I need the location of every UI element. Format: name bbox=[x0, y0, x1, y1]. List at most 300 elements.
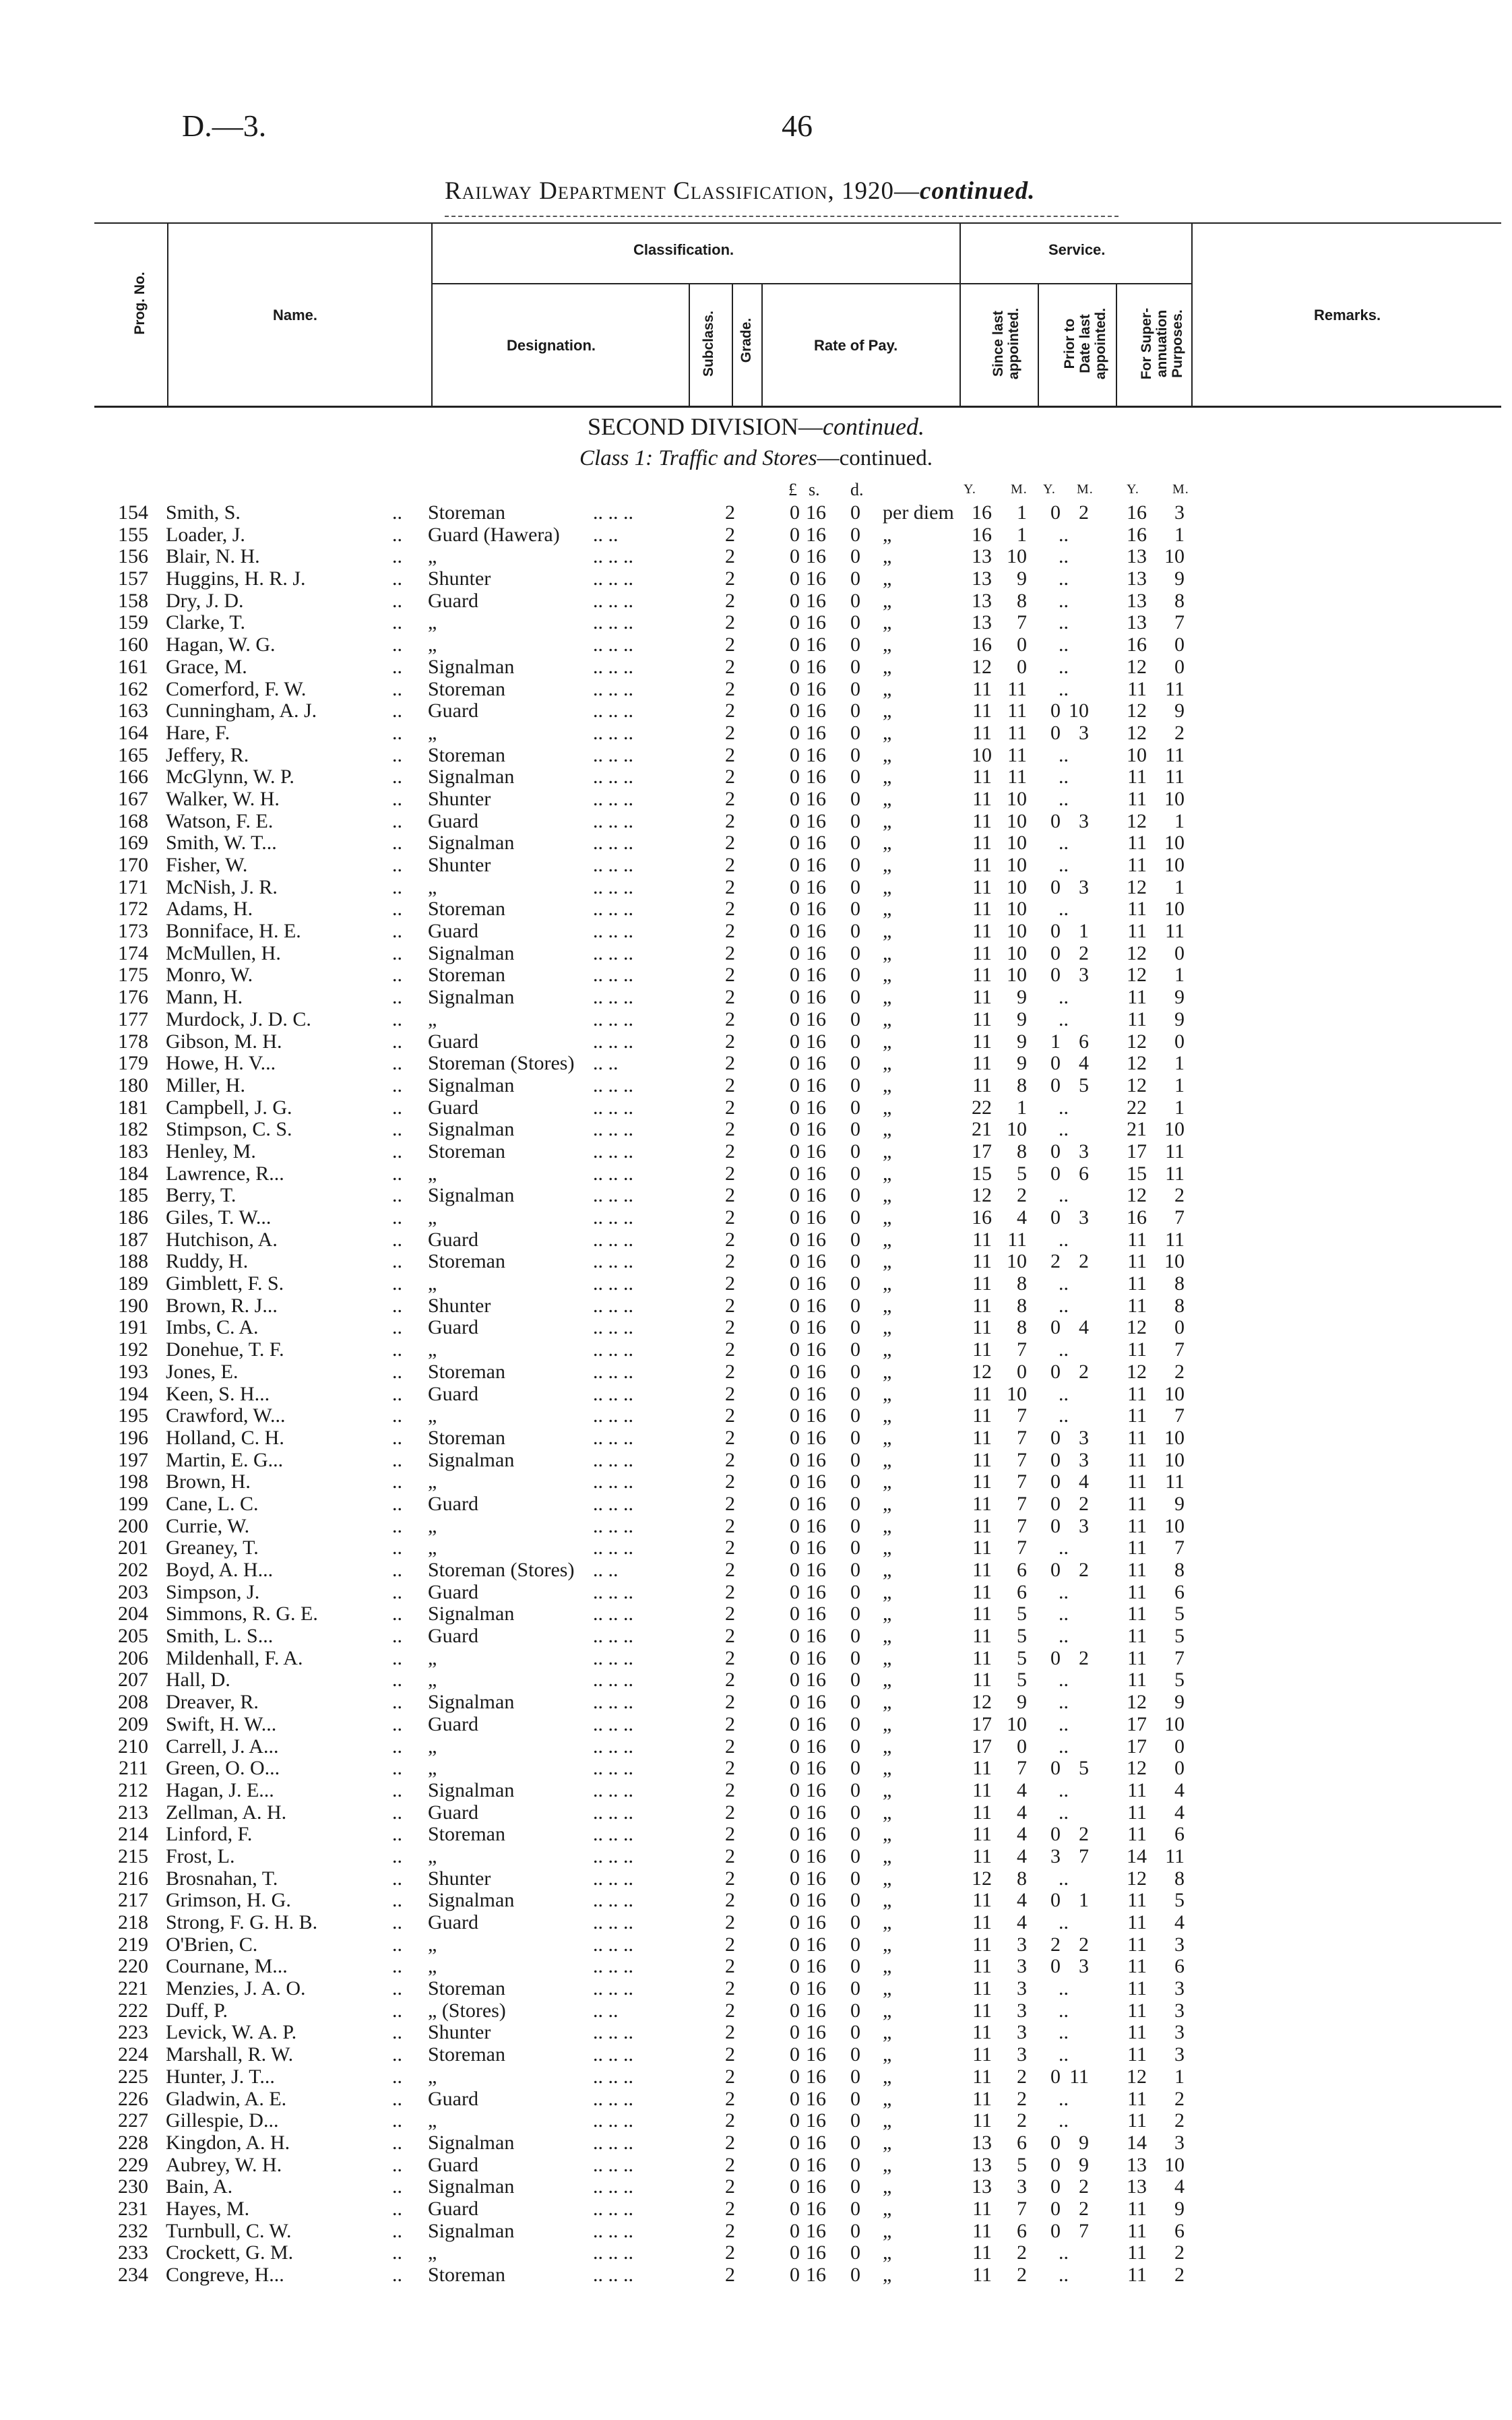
cell-y2: 2 bbox=[1050, 1250, 1061, 1273]
cell-unit: „ bbox=[883, 2109, 892, 2132]
cell-m3: 10 bbox=[1164, 854, 1185, 876]
cell-y2: 0 bbox=[1050, 809, 1061, 832]
cell-no: 195 bbox=[118, 1404, 148, 1427]
cell-y1: 21 bbox=[972, 1118, 992, 1141]
table-row bbox=[0, 1802, 1512, 1824]
cell-name: Currie, W. bbox=[166, 1514, 250, 1537]
cell-y1: 13 bbox=[972, 589, 992, 612]
cell-g: 2 bbox=[725, 2153, 735, 2176]
cell-g: 2 bbox=[725, 611, 735, 634]
cell-d1: .. bbox=[392, 1074, 402, 1096]
cell-name: Gibson, M. H. bbox=[166, 1030, 282, 1053]
cell-g: 2 bbox=[725, 1184, 735, 1207]
cell-g: 2 bbox=[725, 854, 735, 876]
cell-dots: .. .. .. bbox=[593, 1030, 633, 1053]
cell-m3: 10 bbox=[1164, 1382, 1185, 1405]
cell-unit: „ bbox=[883, 1052, 892, 1075]
cell-m1: 3 bbox=[1017, 1955, 1027, 1978]
cell-unit: „ bbox=[883, 1867, 892, 1890]
cell-no: 205 bbox=[118, 1625, 148, 1648]
cell-dots: .. .. .. bbox=[593, 2153, 633, 2176]
cell-d1: .. bbox=[392, 1559, 402, 1581]
cell-y1: 17 bbox=[972, 1140, 992, 1162]
cell-y3: 11 bbox=[1127, 1470, 1147, 1493]
cell-m2: 6 bbox=[1079, 1162, 1089, 1185]
cell-name: Crawford, W... bbox=[166, 1404, 286, 1427]
cell-unit: „ bbox=[883, 2153, 892, 2176]
cell-s: 16 bbox=[806, 1712, 826, 1735]
cell-m1: 4 bbox=[1017, 1844, 1027, 1867]
cell-no: 184 bbox=[118, 1162, 148, 1185]
cell-des: Signalman bbox=[428, 941, 515, 964]
cell-y3: 11 bbox=[1127, 2241, 1147, 2264]
cell-unit: „ bbox=[883, 655, 892, 678]
cell-y3: 13 bbox=[1127, 2175, 1147, 2198]
cell-y2: 0 bbox=[1050, 920, 1061, 943]
cell-pound: 0 bbox=[790, 898, 800, 921]
cell-des: Storeman (Stores) bbox=[428, 1052, 575, 1075]
cell-unit: per diem bbox=[883, 501, 954, 524]
cell-d1: .. bbox=[392, 1007, 402, 1030]
cell-pound: 0 bbox=[790, 920, 800, 943]
cell-dots: .. .. .. bbox=[593, 2219, 633, 2242]
cell-y1: 11 bbox=[972, 1426, 992, 1449]
cell-y3: 11 bbox=[1127, 1823, 1147, 1846]
cell-name: Donehue, T. F. bbox=[166, 1338, 284, 1361]
cell-m1: 11 bbox=[1007, 1228, 1027, 1251]
cell-y2: 0 bbox=[1050, 1448, 1061, 1471]
cell-no: 197 bbox=[118, 1448, 148, 1471]
cell-m1: 10 bbox=[1007, 854, 1027, 876]
cell-s: 16 bbox=[806, 1316, 826, 1339]
cell-m1: 0 bbox=[1017, 633, 1027, 656]
cell-y3: 13 bbox=[1127, 545, 1147, 568]
cell-s: 16 bbox=[806, 2153, 826, 2176]
cell-pound: 0 bbox=[790, 743, 800, 766]
cell-m1: 8 bbox=[1017, 589, 1027, 612]
cell-d: 0 bbox=[850, 2043, 860, 2066]
cell-dots: .. .. .. bbox=[593, 1074, 633, 1096]
cell-g: 2 bbox=[725, 766, 735, 788]
cell-m3: 7 bbox=[1174, 611, 1185, 634]
cell-pound: 0 bbox=[790, 1404, 800, 1427]
cell-no: 165 bbox=[118, 743, 148, 766]
cell-y2: .. bbox=[1059, 1603, 1069, 1625]
cell-m3: 8 bbox=[1174, 589, 1185, 612]
cell-des: Signalman bbox=[428, 1778, 515, 1801]
cell-pound: 0 bbox=[790, 1206, 800, 1229]
cell-y1: 11 bbox=[972, 854, 992, 876]
cell-g: 2 bbox=[725, 1514, 735, 1537]
cell-d: 0 bbox=[850, 589, 860, 612]
cell-dots: .. .. .. bbox=[593, 721, 633, 744]
table-row bbox=[0, 1207, 1512, 1229]
cell-y1: 11 bbox=[972, 898, 992, 921]
cell-pound: 0 bbox=[790, 964, 800, 987]
cell-y2: 0 bbox=[1050, 700, 1061, 722]
divider-subclass bbox=[732, 283, 733, 406]
cell-des: Storeman bbox=[428, 1140, 505, 1162]
cell-des: Storeman bbox=[428, 1823, 505, 1846]
cell-s: 16 bbox=[806, 2175, 826, 2198]
cell-des: Signalman bbox=[428, 2131, 515, 2154]
cell-g: 2 bbox=[725, 1691, 735, 1714]
cell-des: Guard bbox=[428, 920, 478, 943]
cell-s: 16 bbox=[806, 1294, 826, 1317]
cell-m1: 4 bbox=[1017, 1911, 1027, 1933]
cell-y2: .. bbox=[1059, 2043, 1069, 2066]
cell-m3: 9 bbox=[1174, 2197, 1185, 2220]
cell-d: 0 bbox=[850, 1228, 860, 1251]
cell-no: 231 bbox=[118, 2197, 148, 2220]
cell-y2: .. bbox=[1059, 523, 1069, 546]
table-row bbox=[0, 1824, 1512, 1846]
cell-d: 0 bbox=[850, 1338, 860, 1361]
cell-pound: 0 bbox=[790, 1162, 800, 1185]
cell-m2: 4 bbox=[1079, 1470, 1089, 1493]
cell-pound: 0 bbox=[790, 1382, 800, 1405]
cell-y1: 11 bbox=[972, 1537, 992, 1559]
table-row bbox=[0, 1714, 1512, 1736]
cell-no: 209 bbox=[118, 1712, 148, 1735]
cell-dots: .. .. .. bbox=[593, 2021, 633, 2044]
cell-d1: .. bbox=[392, 1404, 402, 1427]
cell-d: 0 bbox=[850, 2021, 860, 2044]
cell-m3: 4 bbox=[1174, 2175, 1185, 2198]
cell-y3: 11 bbox=[1127, 1603, 1147, 1625]
table-row bbox=[0, 1956, 1512, 1978]
cell-y2: 0 bbox=[1050, 964, 1061, 987]
cell-d: 0 bbox=[850, 1052, 860, 1075]
cell-des: Signalman bbox=[428, 655, 515, 678]
cell-m1: 7 bbox=[1017, 1537, 1027, 1559]
cell-name: Monro, W. bbox=[166, 964, 253, 987]
cell-g: 2 bbox=[725, 2043, 735, 2066]
cell-y1: 11 bbox=[972, 1646, 992, 1669]
cell-des: „ bbox=[428, 1206, 437, 1229]
table-row bbox=[0, 1384, 1512, 1406]
cell-y2: 0 bbox=[1050, 2175, 1061, 2198]
cell-name: Hagan, W. G. bbox=[166, 633, 276, 656]
cell-y3: 11 bbox=[1127, 2109, 1147, 2132]
cell-dots: .. .. .. bbox=[593, 1514, 633, 1537]
cell-m1: 1 bbox=[1017, 501, 1027, 524]
cell-m2: 2 bbox=[1079, 2197, 1089, 2220]
cell-dots: .. .. .. bbox=[593, 1492, 633, 1515]
cell-des: „ bbox=[428, 1844, 437, 1867]
cell-d: 0 bbox=[850, 611, 860, 634]
cell-d1: .. bbox=[392, 2175, 402, 2198]
cell-d: 0 bbox=[850, 875, 860, 898]
cell-y3: 11 bbox=[1127, 1382, 1147, 1405]
cell-name: Turnbull, C. W. bbox=[166, 2219, 292, 2242]
cell-m3: 10 bbox=[1164, 1448, 1185, 1471]
cell-y3: 12 bbox=[1127, 655, 1147, 678]
cell-s: 16 bbox=[806, 1382, 826, 1405]
cell-name: Giles, T. W... bbox=[166, 1206, 272, 1229]
cell-m1: 1 bbox=[1017, 1096, 1027, 1119]
cell-y3: 14 bbox=[1127, 2131, 1147, 2154]
cell-y2: .. bbox=[1059, 1801, 1069, 1824]
cell-d1: .. bbox=[392, 1360, 402, 1383]
cell-no: 176 bbox=[118, 986, 148, 1009]
cell-m1: 4 bbox=[1017, 1823, 1027, 1846]
cell-no: 234 bbox=[118, 2264, 148, 2286]
cell-unit: „ bbox=[883, 1823, 892, 1846]
page-title bbox=[445, 177, 1035, 206]
cell-dots: .. .. .. bbox=[593, 1691, 633, 1714]
cell-name: Swift, H. W... bbox=[166, 1712, 277, 1735]
cell-des: „ bbox=[428, 1646, 437, 1669]
cell-pound: 0 bbox=[790, 1735, 800, 1758]
cell-y1: 16 bbox=[972, 523, 992, 546]
cell-dots: .. .. .. bbox=[593, 1844, 633, 1867]
cell-s: 16 bbox=[806, 787, 826, 810]
cell-d1: .. bbox=[392, 1096, 402, 1119]
cell-s: 16 bbox=[806, 2021, 826, 2044]
cell-des: Guard bbox=[428, 2153, 478, 2176]
cell-s: 16 bbox=[806, 1228, 826, 1251]
cell-dots: .. .. .. bbox=[593, 743, 633, 766]
cell-pound: 0 bbox=[790, 1140, 800, 1162]
cell-g: 2 bbox=[725, 1140, 735, 1162]
cell-m3: 9 bbox=[1174, 700, 1185, 722]
table-row bbox=[0, 811, 1512, 833]
cell-no: 227 bbox=[118, 2109, 148, 2132]
classification-subrule bbox=[431, 283, 1191, 284]
cell-m2: 7 bbox=[1079, 2219, 1089, 2242]
cell-y1: 11 bbox=[972, 1316, 992, 1339]
cell-d1: .. bbox=[392, 1712, 402, 1735]
cell-d1: .. bbox=[392, 766, 402, 788]
cell-m3: 10 bbox=[1164, 1514, 1185, 1537]
cell-pound: 0 bbox=[790, 1955, 800, 1978]
cell-unit: „ bbox=[883, 633, 892, 656]
cell-s: 16 bbox=[806, 1646, 826, 1669]
cell-dots: .. .. .. bbox=[593, 1007, 633, 1030]
cell-y2: .. bbox=[1059, 743, 1069, 766]
cell-name: Berry, T. bbox=[166, 1184, 237, 1207]
cell-d: 0 bbox=[850, 1691, 860, 1714]
cell-y1: 11 bbox=[972, 1625, 992, 1648]
cell-s: 16 bbox=[806, 854, 826, 876]
cell-d1: .. bbox=[392, 1206, 402, 1229]
cell-m3: 5 bbox=[1174, 1625, 1185, 1648]
cell-d1: .. bbox=[392, 1426, 402, 1449]
cell-m2: 2 bbox=[1079, 501, 1089, 524]
cell-m1: 9 bbox=[1017, 1030, 1027, 1053]
cell-des: Guard bbox=[428, 1228, 478, 1251]
cell-m1: 10 bbox=[1007, 898, 1027, 921]
cell-dots: .. .. .. bbox=[593, 1933, 633, 1956]
cell-m2: 2 bbox=[1079, 1933, 1089, 1956]
cell-m3: 7 bbox=[1174, 1338, 1185, 1361]
cell-unit: „ bbox=[883, 1162, 892, 1185]
cell-d: 0 bbox=[850, 1470, 860, 1493]
cell-m1: 5 bbox=[1017, 1646, 1027, 1669]
table-row bbox=[0, 524, 1512, 547]
cell-dots: .. .. .. bbox=[593, 1778, 633, 1801]
cell-unit: „ bbox=[883, 2131, 892, 2154]
cell-y3: 12 bbox=[1127, 1691, 1147, 1714]
cell-des: Storeman bbox=[428, 2264, 505, 2286]
cell-name: Brown, R. J... bbox=[166, 1294, 278, 1317]
cell-d: 0 bbox=[850, 941, 860, 964]
cell-no: 213 bbox=[118, 1801, 148, 1824]
unit-months-2: M. bbox=[1077, 482, 1094, 497]
cell-g: 2 bbox=[725, 589, 735, 612]
cell-d: 0 bbox=[850, 1911, 860, 1933]
cell-m3: 0 bbox=[1174, 1757, 1185, 1780]
cell-d: 0 bbox=[850, 1977, 860, 2000]
cell-m1: 8 bbox=[1017, 1294, 1027, 1317]
cell-m1: 11 bbox=[1007, 721, 1027, 744]
cell-dots: .. .. .. bbox=[593, 1294, 633, 1317]
divider-service bbox=[1191, 222, 1193, 406]
cell-no: 228 bbox=[118, 2131, 148, 2154]
cell-pound: 0 bbox=[790, 1603, 800, 1625]
cell-m1: 6 bbox=[1017, 1580, 1027, 1603]
cell-name: Mildenhall, F. A. bbox=[166, 1646, 303, 1669]
cell-m3: 0 bbox=[1174, 1735, 1185, 1758]
cell-name: Bonniface, H. E. bbox=[166, 920, 301, 943]
cell-m3: 0 bbox=[1174, 1316, 1185, 1339]
cell-y2: 3 bbox=[1050, 1844, 1061, 1867]
cell-m3: 11 bbox=[1165, 677, 1185, 700]
cell-d1: .. bbox=[392, 611, 402, 634]
cell-y3: 11 bbox=[1127, 2219, 1147, 2242]
cell-m3: 10 bbox=[1164, 545, 1185, 568]
cell-unit: „ bbox=[883, 1801, 892, 1824]
cell-dots: .. .. .. bbox=[593, 1338, 633, 1361]
cell-m3: 11 bbox=[1165, 920, 1185, 943]
cell-no: 179 bbox=[118, 1052, 148, 1075]
cell-unit: „ bbox=[883, 611, 892, 634]
cell-s: 16 bbox=[806, 1074, 826, 1096]
cell-d: 0 bbox=[850, 2065, 860, 2088]
cell-y2: 0 bbox=[1050, 1514, 1061, 1537]
cell-s: 16 bbox=[806, 1272, 826, 1295]
cell-s: 16 bbox=[806, 1140, 826, 1162]
cell-g: 2 bbox=[725, 920, 735, 943]
cell-unit: „ bbox=[883, 567, 892, 590]
cell-m1: 8 bbox=[1017, 1074, 1027, 1096]
cell-g: 2 bbox=[725, 1007, 735, 1030]
table-row bbox=[0, 1758, 1512, 1780]
cell-m3: 4 bbox=[1174, 1801, 1185, 1824]
cell-unit: „ bbox=[883, 1580, 892, 1603]
cell-name: Simpson, J. bbox=[166, 1580, 260, 1603]
cell-pound: 0 bbox=[790, 1778, 800, 1801]
cell-d: 0 bbox=[850, 1867, 860, 1890]
cell-g: 2 bbox=[725, 1778, 735, 1801]
cell-y2: .. bbox=[1059, 1669, 1069, 1692]
cell-g: 2 bbox=[725, 1492, 735, 1515]
cell-d1: .. bbox=[392, 567, 402, 590]
cell-m1: 9 bbox=[1017, 1052, 1027, 1075]
cell-d1: .. bbox=[392, 1118, 402, 1141]
cell-unit: „ bbox=[883, 2065, 892, 2088]
col-remarks: Remarks. bbox=[1314, 307, 1381, 323]
cell-dots: .. .. .. bbox=[593, 1801, 633, 1824]
cell-y1: 10 bbox=[972, 743, 992, 766]
cell-g: 2 bbox=[725, 1844, 735, 1867]
cell-unit: „ bbox=[883, 589, 892, 612]
cell-s: 16 bbox=[806, 2043, 826, 2066]
cell-y1: 11 bbox=[972, 2197, 992, 2220]
cell-s: 16 bbox=[806, 501, 826, 524]
cell-d: 0 bbox=[850, 1735, 860, 1758]
cell-g: 2 bbox=[725, 1382, 735, 1405]
cell-unit: „ bbox=[883, 2264, 892, 2286]
cell-name: McGlynn, W. P. bbox=[166, 766, 294, 788]
cell-m1: 10 bbox=[1007, 941, 1027, 964]
cell-m1: 10 bbox=[1007, 875, 1027, 898]
cell-m3: 10 bbox=[1164, 1250, 1185, 1273]
cell-pound: 0 bbox=[790, 1823, 800, 1846]
cell-des: Storeman bbox=[428, 1426, 505, 1449]
cell-g: 2 bbox=[725, 1426, 735, 1449]
table-row bbox=[0, 832, 1512, 855]
cell-unit: „ bbox=[883, 766, 892, 788]
cell-y2: 0 bbox=[1050, 1646, 1061, 1669]
col-service: Service. bbox=[1048, 241, 1106, 258]
cell-dots: .. .. .. bbox=[593, 700, 633, 722]
cell-no: 171 bbox=[118, 875, 148, 898]
col-prog-no bbox=[132, 259, 148, 347]
table-row bbox=[0, 1075, 1512, 1097]
cell-name: Brown, H. bbox=[166, 1470, 251, 1493]
cell-name: Blair, N. H. bbox=[166, 545, 260, 568]
cell-d1: .. bbox=[392, 1955, 402, 1978]
table-row bbox=[0, 1978, 1512, 2000]
cell-y2: 0 bbox=[1050, 1823, 1061, 1846]
cell-s: 16 bbox=[806, 1426, 826, 1449]
table-row bbox=[0, 2154, 1512, 2177]
cell-dots: .. .. bbox=[593, 1559, 619, 1581]
cell-pound: 0 bbox=[790, 1074, 800, 1096]
table-row bbox=[0, 1251, 1512, 1273]
cell-m3: 10 bbox=[1164, 1426, 1185, 1449]
cell-y2: .. bbox=[1059, 766, 1069, 788]
cell-unit: „ bbox=[883, 1404, 892, 1427]
cell-g: 2 bbox=[725, 1470, 735, 1493]
cell-dots: .. .. .. bbox=[593, 2109, 633, 2132]
cell-g: 2 bbox=[725, 986, 735, 1009]
cell-unit: „ bbox=[883, 1691, 892, 1714]
cell-s: 16 bbox=[806, 1933, 826, 1956]
cell-m3: 8 bbox=[1174, 1272, 1185, 1295]
unit-years-1: Y. bbox=[964, 482, 976, 497]
cell-d: 0 bbox=[850, 1757, 860, 1780]
cell-des: „ bbox=[428, 2109, 437, 2132]
cell-name: Henley, M. bbox=[166, 1140, 256, 1162]
cell-des: Guard bbox=[428, 1580, 478, 1603]
cell-dots: .. .. .. bbox=[593, 1140, 633, 1162]
cell-y1: 11 bbox=[972, 2264, 992, 2286]
cell-dots: .. .. .. bbox=[593, 501, 633, 524]
cell-y1: 11 bbox=[972, 1933, 992, 1956]
cell-des: „ bbox=[428, 1933, 437, 1956]
cell-d1: .. bbox=[392, 677, 402, 700]
cell-s: 16 bbox=[806, 1184, 826, 1207]
cell-g: 2 bbox=[725, 1250, 735, 1273]
cell-name: Hayes, M. bbox=[166, 2197, 250, 2220]
cell-no: 203 bbox=[118, 1580, 148, 1603]
cell-d1: .. bbox=[392, 809, 402, 832]
cell-d: 0 bbox=[850, 1162, 860, 1185]
cell-s: 16 bbox=[806, 809, 826, 832]
